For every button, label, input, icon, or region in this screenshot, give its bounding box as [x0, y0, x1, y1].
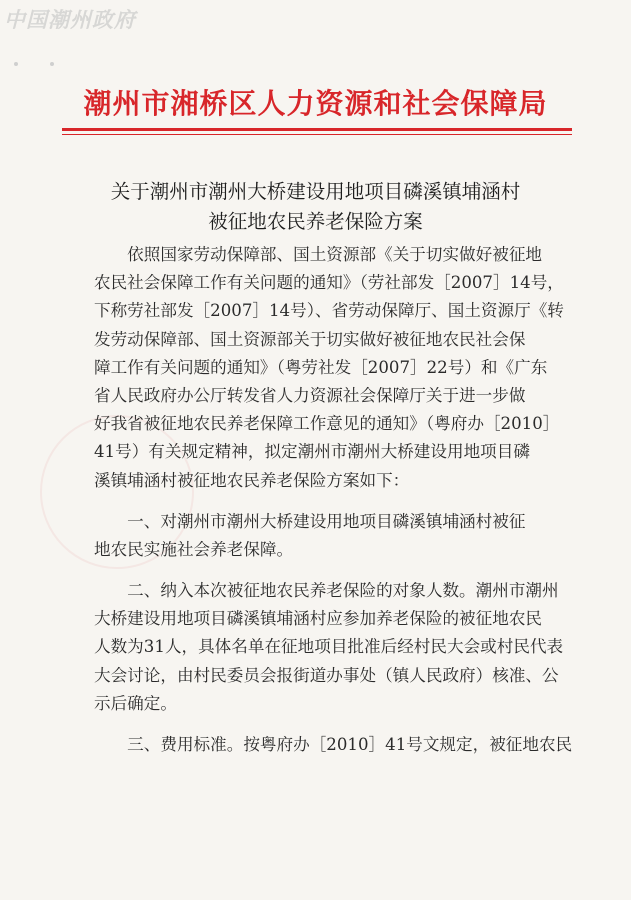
body-text-line: 示后确定。: [94, 693, 177, 713]
body-text-line: 地农民实施社会养老保障。: [94, 539, 294, 559]
document-title-line-1: 关于潮州市潮州大桥建设用地项目磷溪镇埔涵村: [110, 180, 521, 203]
document-body: [94, 241, 573, 759]
site-watermark: 中国潮州政府: [4, 8, 136, 32]
body-text-line: 障工作有关问题的通知》（粤劳社发［2007］22号）和《广东: [94, 357, 548, 377]
body-text-line: 大会讨论，由村民委员会报街道办事处（镇人民政府）核准、公: [94, 665, 559, 685]
body-text-line: 一、对潮州市潮州大桥建设用地项目磷溪镇埔涵村被征: [94, 511, 526, 531]
paragraph-gap: [94, 495, 556, 508]
body-text-line: 下称劳社部发［2007］14号）、省劳动保障厅、国土资源厅《转: [94, 301, 564, 321]
header-red-rule: [62, 128, 572, 131]
body-text-line: 大桥建设用地项目磷溪镇埔涵村应参加养老保险的被征地农民: [94, 609, 543, 629]
body-text-line: 二、纳入本次被征地农民养老保险的对象人数。潮州市潮州: [94, 581, 559, 601]
paragraph-gap: [94, 564, 556, 577]
body-text-line: 省人民政府办公厅转发省人力资源社会保障厅关于进一步做: [94, 385, 526, 405]
body-text-line: 41号）有关规定精神，拟定潮州市潮州大桥建设用地项目磷: [94, 442, 530, 462]
scan-speck: [14, 62, 18, 66]
header-red-rule-thin: [62, 134, 572, 135]
issuing-organization-title: 潮州市湘桥区人力资源和社会保障局: [83, 87, 548, 120]
document-title-line-2: 被征地农民养老保险方案: [208, 210, 423, 233]
body-text-line: 发劳动保障部、国土资源部关于切实做好被征地农民社会保: [94, 329, 526, 349]
body-text-line: 依照国家劳动保障部、国土资源部《关于切实做好被征地: [94, 245, 543, 264]
body-text-line: 农民社会保障工作有关问题的通知》（劳社部发［2007］14号，: [94, 273, 564, 293]
body-text-line: 好我省被征地农民养老保障工作意见的通知》（粤府办［2010］: [94, 414, 560, 434]
scan-speck: [50, 62, 54, 66]
body-text-line: 三、费用标准。按粤府办［2010］41号文规定，被征地农民: [94, 735, 573, 754]
paragraph-gap: [94, 718, 556, 731]
body-text-line: 溪镇埔涵村被征地农民养老保险方案如下：: [94, 470, 410, 490]
body-text-line: 人数为31人，具体名单在征地项目批准后经村民大会或村民代表: [94, 637, 564, 657]
